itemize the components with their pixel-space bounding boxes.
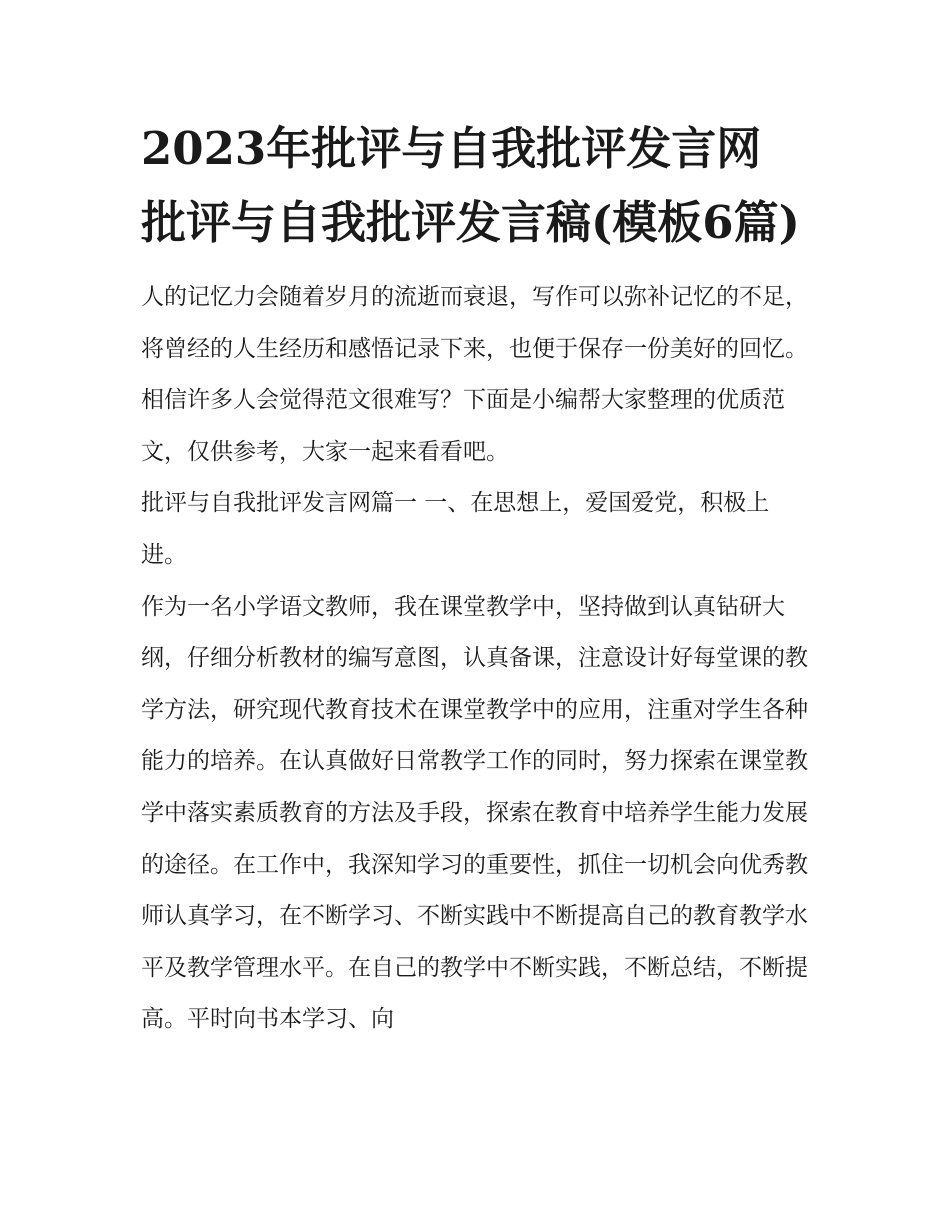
- document-title: 2023年批评与自我批评发言网 批评与自我批评发言稿(模板6篇): [141, 122, 800, 249]
- paragraph-intro: 人的记忆力会随着岁月的流逝而衰退，写作可以弥补记忆的不足，将曾经的人生经历和感悟记录下来，也便于保存一份美好的回忆。相信许多人会觉得范文很难写？下面是小编帮大家整理的优质范文，仅供参考，大家一起来看看吧。: [141, 284, 808, 465]
- document-body: [141, 112, 813, 1046]
- paragraph-teaching: 作为一名小学语文教师，我在课堂教学中，坚持做到认真钻研大纲，仔细分析教材的编写意图，认真备课，注意设计好每堂课的教学方法，研究现代教育技术在课堂教学中的应用，注重对学生各种能力的培养。在认真做好日常教学工作的同时，努力探索在课堂教学中落实素质教育的方法及手段，探索在教育中培养学生能力发展的途径。在工作中，我深知学习的重要性，抓住一切机会向优秀教师认真学习，在不断学习、不断实践中不断提高自己的教育教学水平及教学管理水平。在自己的教学中不断实践，不断总结，不断提高。平时向书本学习、向: [141, 593, 808, 1033]
- paragraph-section-one-heading: 批评与自我批评发言网篇一 一、在思想上，爱国爱党，积极上进。: [141, 490, 770, 568]
